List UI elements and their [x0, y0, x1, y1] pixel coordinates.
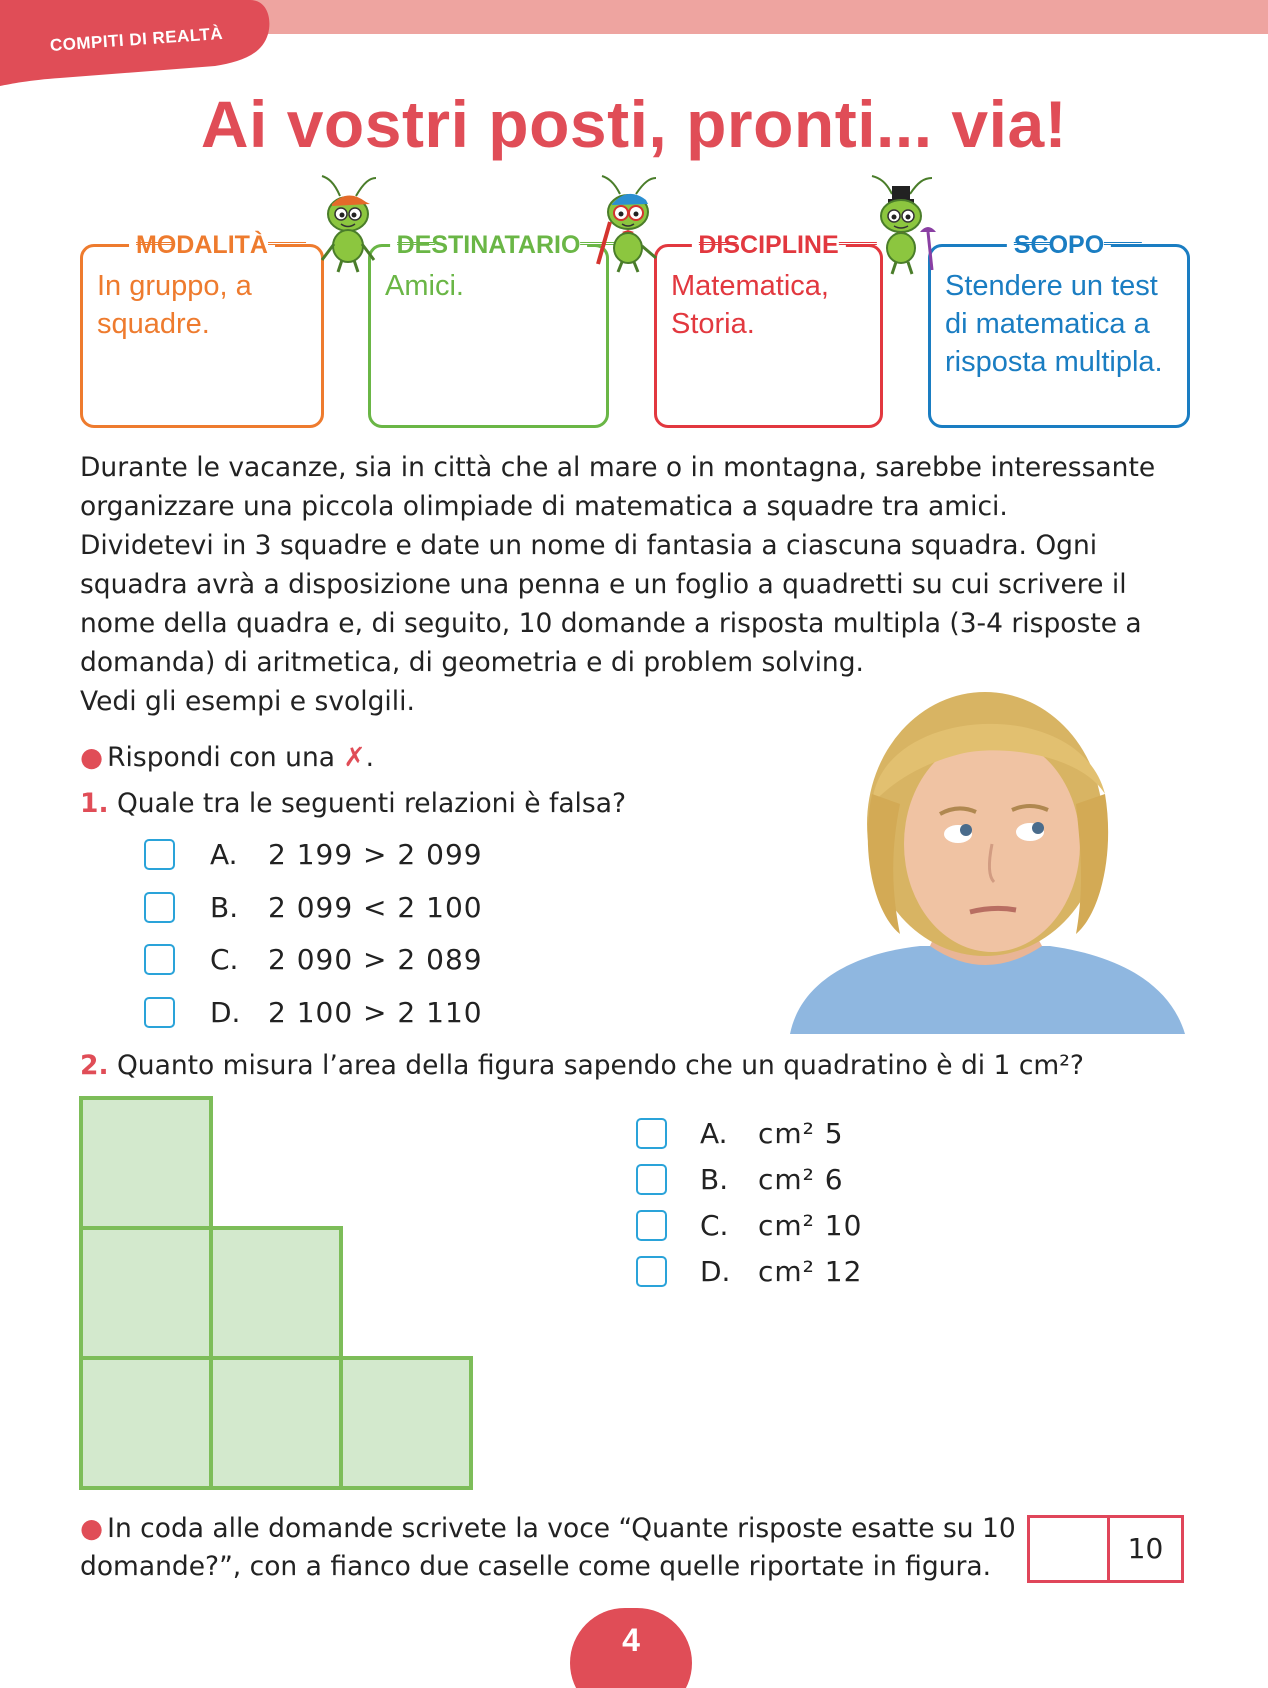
option-letter: C. — [210, 943, 239, 976]
grid-square — [81, 1358, 211, 1488]
score-box — [1027, 1515, 1184, 1583]
cross-mark-icon: ✗ — [343, 742, 366, 773]
boy-thinking-photo — [780, 684, 1185, 1034]
option-letter: B. — [700, 1163, 729, 1196]
info-label-scopo: SCOPO — [1007, 228, 1111, 262]
option-letter: C. — [700, 1209, 729, 1242]
question-1-text: Quale tra le seguenti relazioni è falsa? — [116, 788, 627, 819]
grid-square — [81, 1098, 211, 1228]
grid-square — [81, 1228, 211, 1358]
option-letter: A. — [210, 838, 238, 871]
q1-option-d[interactable] — [144, 995, 544, 1031]
grid-square — [211, 1228, 341, 1358]
question-2-text: Quanto misura l’area della figura sapendo che un quadratino è di 1 cm²? — [116, 1050, 1084, 1081]
option-letter: D. — [210, 996, 241, 1029]
closing-text: In coda alle domande scrivete la voce “Quante risposte esatte su 10 domande?”, con a fianco due caselle come quelle riportate in figura. — [80, 1513, 1016, 1582]
info-text-modalita: In gruppo, a squadre. — [97, 270, 252, 340]
question-2 — [80, 1048, 1084, 1084]
cricket-mascot-glasses-icon — [590, 174, 668, 274]
option-text: 2 090 > 2 089 — [268, 943, 483, 976]
checkbox[interactable] — [636, 1164, 667, 1195]
question-2-number: 2. — [80, 1050, 109, 1081]
info-box-discipline — [654, 231, 883, 428]
question-1-number: 1. — [80, 788, 109, 819]
checkbox[interactable] — [636, 1118, 667, 1149]
page-number: 4 — [570, 1608, 692, 1688]
info-text-destinatario: Amici. — [385, 270, 464, 302]
checkbox[interactable] — [636, 1210, 667, 1241]
info-label-destinatario: DESTINATARIO — [390, 228, 588, 262]
cricket-mascot-cap-icon — [310, 174, 390, 274]
checkbox[interactable] — [144, 892, 175, 923]
option-letter: B. — [210, 891, 239, 924]
bullet-dot-icon: ● — [80, 1513, 104, 1544]
page-title: Ai vostri posti, pronti... via! — [200, 87, 1068, 161]
option-text: cm² 6 — [758, 1163, 844, 1196]
info-box-scopo — [928, 231, 1190, 428]
info-text-discipline: Matematica, Storia. — [671, 270, 829, 340]
q1-option-b[interactable] — [144, 890, 544, 926]
option-letter: D. — [700, 1255, 731, 1288]
intro-paragraph-2: Dividetevi in 3 squadre e date un nome di fantasia a ciascuna squadra. Ogni squadra avrà a disposizione una penna e un foglio a quadretti su cui scrivere il nome della quadra e, di seguito, 10 domande a risposta multipla (3-4 risposte a domanda) di aritmetica, di geometria e di problem solving. — [80, 530, 1142, 678]
area-figure — [78, 1095, 476, 1491]
intro-paragraph-1: Durante le vacanze, sia in città che al mare o in montagna, sarebbe interessante organizzare una piccola olimpiade di matematica a squadre tra amici. — [80, 452, 1156, 522]
info-label-discipline: DISCIPLINE — [691, 228, 845, 262]
info-box-destinatario — [368, 231, 609, 428]
option-text: cm² 12 — [758, 1255, 863, 1288]
intro-text — [80, 448, 1195, 721]
checkbox[interactable] — [144, 997, 175, 1028]
cricket-mascot-top-hat-icon — [862, 172, 942, 276]
option-text: 2 199 > 2 099 — [268, 838, 483, 871]
section-label: COMPITI DI REALTÀ — [49, 23, 224, 55]
option-text: cm² 5 — [758, 1117, 844, 1150]
option-text: 2 099 < 2 100 — [268, 891, 483, 924]
q1-option-c[interactable] — [144, 942, 544, 978]
grid-square — [341, 1358, 471, 1488]
info-text-scopo: Stendere un test di matematica a risposta multipla. — [945, 270, 1163, 378]
instruction-line — [80, 740, 374, 776]
bullet-dot-icon: ● — [80, 742, 104, 773]
q2-option-d[interactable] — [636, 1254, 896, 1290]
grid-square — [211, 1358, 341, 1488]
instruction-end: . — [365, 742, 375, 773]
q2-option-b[interactable] — [636, 1162, 896, 1198]
instruction-text: Rispondi con una — [107, 742, 335, 773]
q1-option-a[interactable] — [144, 837, 544, 873]
info-label-modalita: MODALITÀ — [129, 228, 275, 262]
q2-option-a[interactable] — [636, 1116, 896, 1152]
option-text: cm² 10 — [758, 1209, 863, 1242]
score-total: 10 — [1127, 1532, 1164, 1565]
q2-option-c[interactable] — [636, 1208, 896, 1244]
checkbox[interactable] — [144, 839, 175, 870]
option-text: 2 100 > 2 110 — [268, 996, 483, 1029]
checkbox[interactable] — [636, 1256, 667, 1287]
option-letter: A. — [700, 1117, 728, 1150]
intro-paragraph-3: Vedi gli esempi e svolgili. — [80, 686, 415, 717]
closing-instruction — [80, 1510, 1020, 1586]
info-box-modalita — [80, 231, 324, 428]
checkbox[interactable] — [144, 944, 175, 975]
score-input-cell[interactable] — [1030, 1518, 1110, 1580]
question-1 — [80, 786, 626, 822]
